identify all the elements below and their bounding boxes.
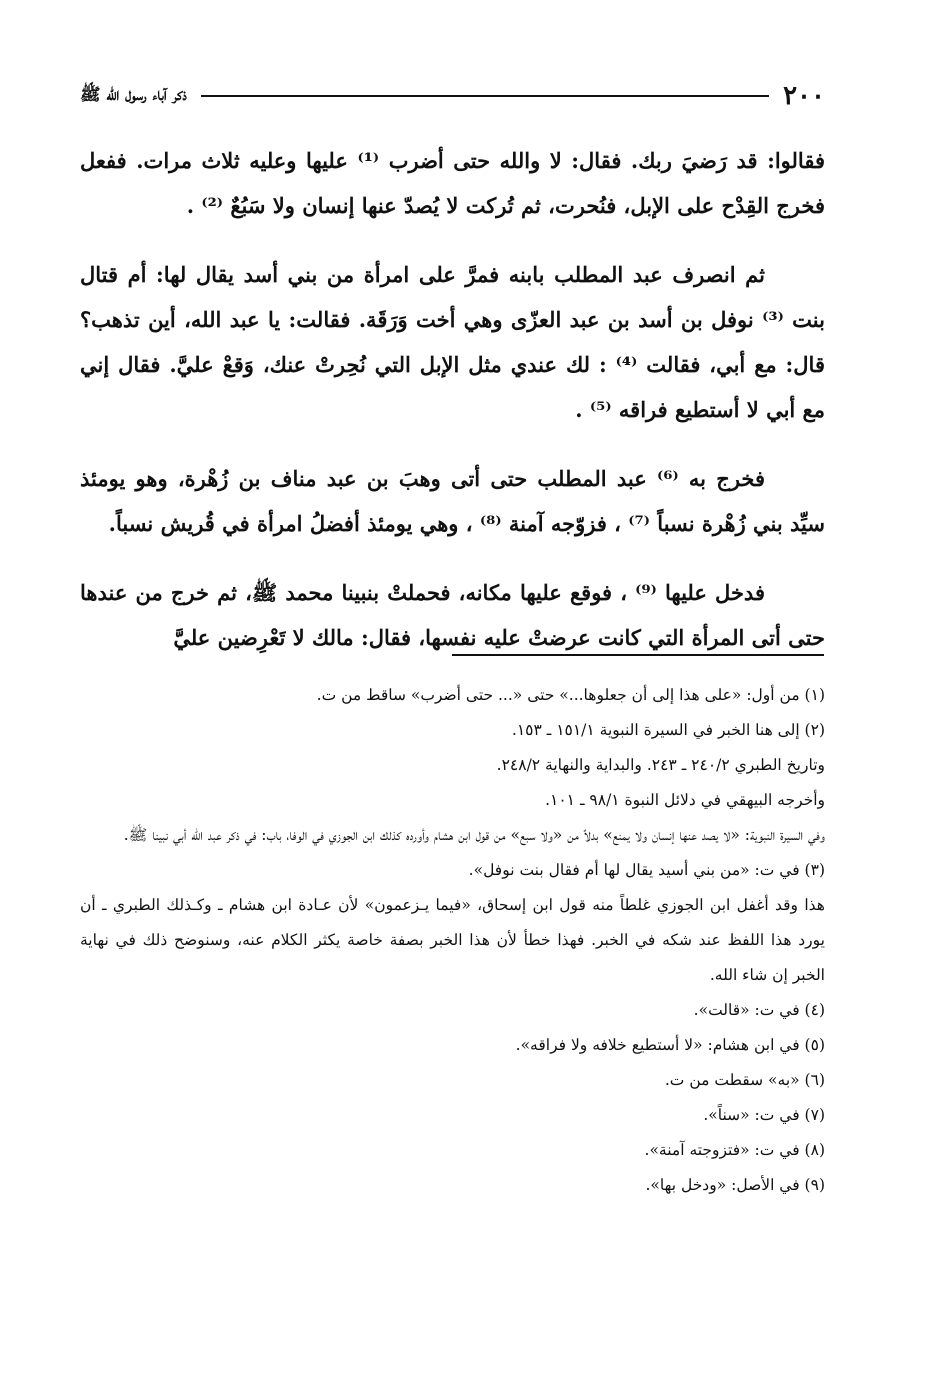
footnote-4: (٤) في ت: «قالت».: [693, 1001, 825, 1019]
footnote-3-continuation: هذا وقد أغفل ابن الجوزي غلطاً منه قول ابن إسحاق، «فيما يـزعمون» لأن عـادة ابن هشام ـ وكـذلك الطبري ـ أن يورد هذا اللفظ عند شكه في الخبر. فهذا خطأ لأن هذا الخبر بصفة خاصة يكثر الكلام عنه، وسنوضح ذلك في نهاية الخبر إن شاء الله.: [80, 896, 825, 984]
paragraph-2: ثم انصرف عبد المطلب بابنه فمرَّ على امرأة من بني أسد يقال لها: أم قتال بنت ⁽³⁾ نوفل بن أسد بن عبد العزّى وهي أخت وَرَقَة. فقالت: يا عبد الله، أين تذهب؟ قال: مع أبي، فقالت ⁽⁴⁾ : لك عندي مثل الإبل التي نُحِرتْ عنك، وَقعْ عليَّ. فقال إني مع أبي لا أستطيع فراقه ⁽⁵⁾ .: [80, 262, 825, 422]
footnote-separator: [452, 654, 824, 656]
main-text: [80, 138, 825, 684]
footnote-3: (٣) في ت: «من بني أسيد يقال لها أم فقال بنت نوفل».: [468, 861, 825, 879]
footnote-2-continuation: وأخرجه البيهقي في دلائل النبوة ٩٨/١ ـ ١٠١.: [545, 791, 825, 809]
paragraph-1: فقالوا: قد رَضيَ ربك. فقال: لا والله حتى أضرب ⁽¹⁾ عليها وعليه ثلاث مرات. ففعل فخرج القِدْح على الإبل، فنُحرت، ثم تُركت لا يُصدّ عنها إنسان ولا سَبُعٌ ⁽²⁾ .: [80, 148, 825, 218]
paragraph-4: فدخل عليها ⁽⁹⁾ ، فوقع عليها مكانه، فحملتْ بنبينا محمد ﷺ، ثم خرج من عندها حتى أتى المرأة التي كانت عرضتْ عليه نفسها، فقال: مالك لا تَعْرِضين عليَّ: [80, 580, 825, 650]
footnote-2-continuation: وفي السيرة النبوية: «لا يصد عنها إنسان ولا يمنع» بدلاً من «ولا سبع» من قول ابن هشام وأورده كذلك ابن الجوزي في الوفا، باب: في ذكر عبد الله أبي نبينا ﷺ.: [123, 826, 825, 844]
footnotes: [80, 678, 825, 1203]
footnote-8: (٨) في ت: «فتزوجته آمنة».: [644, 1141, 825, 1159]
running-header: [80, 78, 825, 114]
running-title: ذكر آباء رسول الله ﷺ: [80, 84, 187, 105]
paragraph-3: فخرج به ⁽⁶⁾ عبد المطلب حتى أتى وهبَ بن عبد مناف بن زُهْرة، وهو يومئذ سيِّد بني زُهْرة نسباً ⁽⁷⁾ ، فزوّجه آمنة ⁽⁸⁾ ، وهي يومئذ أفضلُ امرأة في قُريش نسباً.: [80, 466, 825, 536]
footnote-2: (٢) إلى هنا الخبر في السيرة النبوية ١٥١/١ ـ ١٥٣.: [511, 721, 825, 739]
footnote-6: (٦) «به» سقطت من ت.: [664, 1071, 825, 1089]
page-number: ٢٠٠: [783, 81, 825, 111]
footnote-7: (٧) في ت: «سناً».: [703, 1106, 825, 1124]
footnote-2-continuation: وتاريخ الطبري ٢٤٠/٢ ـ ٢٤٣. والبداية والنهاية ٢٤٨/٢.: [496, 756, 825, 774]
footnote-5: (٥) في ابن هشام: «لا أستطيع خلافه ولا فراقه».: [515, 1036, 825, 1054]
header-rule: [201, 95, 769, 97]
footnote-9: (٩) في الأصل: «ودخل بها».: [645, 1176, 825, 1194]
footnote-1: (١) من أول: «على هذا إلى أن جعلوها...» حتى «... حتى أضرب» ساقط من ت.: [316, 686, 825, 704]
